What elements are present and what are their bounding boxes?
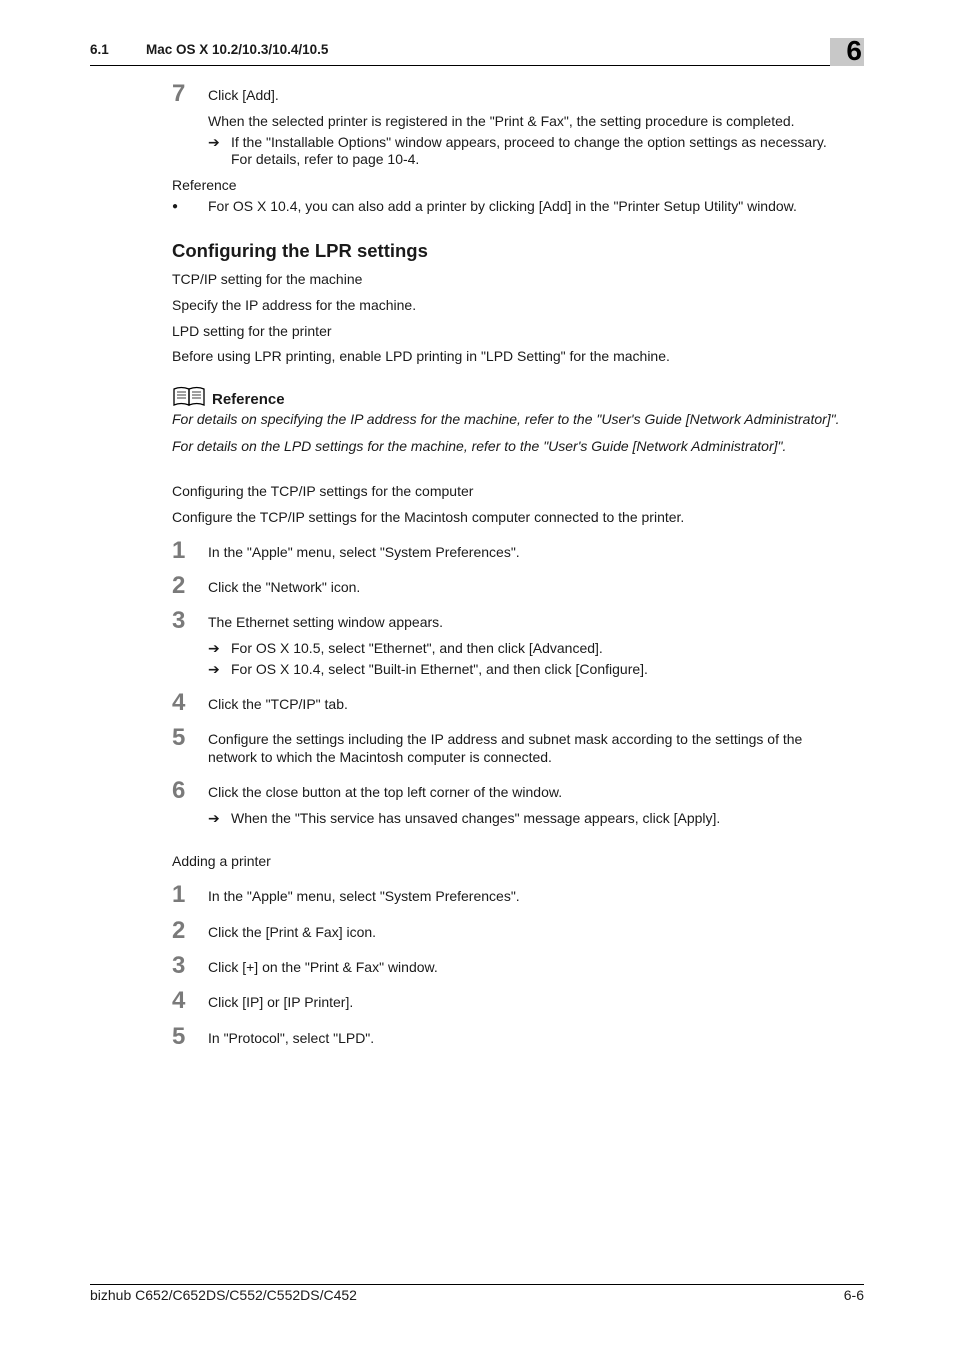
step-text-continued: network to which the Macintosh computer is connected.: [208, 749, 552, 765]
arrow-text: For OS X 10.4, select "Built-in Ethernet", and then click [Configure].: [231, 661, 648, 677]
step-text: Click the "Network" icon.: [208, 579, 361, 595]
arrow-text: If the "Installable Options" window appears, proceed to change the option settings as necessary.: [231, 134, 827, 150]
step-number: 3: [172, 952, 186, 979]
step-number: 6: [172, 777, 186, 804]
step-text: Click [+] on the "Print & Fax" window.: [208, 959, 438, 975]
paragraph: Specify the IP address for the machine.: [172, 297, 417, 313]
step-text: Click the close button at the top left corner of the window.: [208, 784, 563, 800]
step-text: In "Protocol", select "LPD".: [208, 1030, 375, 1046]
step-text: Click the "TCP/IP" tab.: [208, 696, 348, 712]
arrow-icon: ➔: [208, 661, 220, 677]
step-number: 5: [172, 1023, 186, 1050]
paragraph: Configure the TCP/IP settings for the Macintosh computer connected to the printer.: [172, 509, 685, 525]
step-text: Click [IP] or [IP Printer].: [208, 994, 354, 1010]
step-number: 2: [172, 572, 186, 599]
footer-model: bizhub C652/C652DS/C552/C552DS/C452: [90, 1287, 357, 1303]
arrow-icon: ➔: [208, 640, 220, 656]
subsection-title: Configuring the TCP/IP settings for the computer: [172, 483, 474, 499]
bullet-icon: ●: [172, 201, 179, 212]
reference-text: For details on specifying the IP address for the machine, refer to the "User's Guide [Network Administrator]".: [172, 411, 840, 427]
step-number: 4: [172, 987, 186, 1014]
arrow-icon: ➔: [208, 134, 220, 150]
step-text: The Ethernet setting window appears.: [208, 614, 444, 630]
step-text: Configure the settings including the IP address and subnet mask according to the settings of the: [208, 731, 803, 747]
footer-divider: [90, 1284, 864, 1285]
step-number: 4: [172, 689, 186, 716]
section-heading: Configuring the LPR settings: [172, 240, 428, 261]
arrow-text: For OS X 10.5, select "Ethernet", and then click [Advanced].: [231, 640, 603, 656]
reference-text: For details on the LPD settings for the machine, refer to the "User's Guide [Network Administrator]".: [172, 438, 787, 454]
section-number: 6.1: [90, 42, 109, 57]
paragraph: LPD setting for the printer: [172, 323, 332, 339]
chapter-number: 6: [846, 35, 862, 66]
bullet-text: For OS X 10.4, you can also add a printer by clicking [Add] in the "Printer Setup Utility" window.: [208, 198, 797, 214]
step-text: Click the [Print & Fax] icon.: [208, 924, 377, 940]
step-number: 5: [172, 724, 186, 751]
arrow-text-continued: For details, refer to page 10-4.: [231, 151, 420, 167]
book-icon: [172, 385, 206, 407]
reference-heading: Reference: [212, 391, 285, 408]
step-number: 3: [172, 607, 186, 634]
footer-page-number: 6-6: [843, 1287, 864, 1303]
section-title: Mac OS X 10.2/10.3/10.4/10.5: [146, 42, 329, 57]
step-number: 1: [172, 881, 186, 908]
arrow-text: When the "This service has unsaved changes" message appears, click [Apply].: [231, 810, 721, 826]
paragraph: Before using LPR printing, enable LPD printing in "LPD Setting" for the machine.: [172, 348, 670, 364]
step-text: Click [Add].: [208, 87, 279, 103]
step-text: In the "Apple" menu, select "System Preferences".: [208, 544, 520, 560]
reference-label: Reference: [172, 177, 237, 193]
subsection-title: Adding a printer: [172, 853, 271, 869]
step-number: 7: [172, 80, 186, 107]
step-note: When the selected printer is registered in the "Print & Fax", the setting procedure is completed.: [208, 113, 795, 129]
step-number: 2: [172, 917, 186, 944]
header-divider: [90, 65, 834, 66]
paragraph: TCP/IP setting for the machine: [172, 271, 363, 287]
step-number: 1: [172, 537, 186, 564]
arrow-icon: ➔: [208, 810, 220, 826]
step-text: In the "Apple" menu, select "System Preferences".: [208, 888, 520, 904]
